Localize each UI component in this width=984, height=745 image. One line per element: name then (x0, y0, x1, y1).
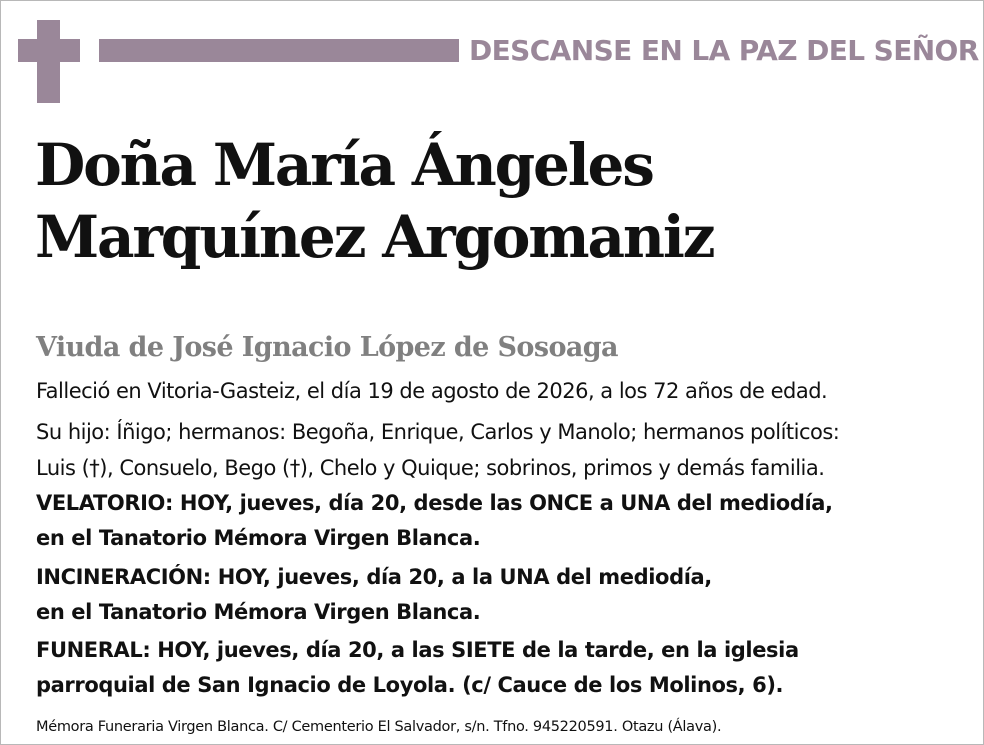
velatorio-line-2: en el Tanatorio Mémora Virgen Blanca. (36, 526, 481, 550)
funeral-line-2: parroquial de San Ignacio de Loyola. (c/ Cauce de los Molinos, 6). (36, 673, 784, 697)
deceased-name-line-1: Doña María Ángeles (35, 131, 653, 199)
cross-icon (18, 20, 80, 103)
deceased-name-line-2: Marquínez Argomaniz (35, 203, 714, 271)
funeral-home-footer: Mémora Funeraria Virgen Blanca. C/ Cementerio El Salvador, s/n. Tfno. 945220591. Otazu (Álava). (36, 719, 722, 735)
funeral-info (36, 633, 976, 703)
deceased-name (35, 129, 965, 273)
velatorio-line-1: VELATORIO: HOY, jueves, día 20, desde las ONCE a UNA del mediodía, (36, 491, 833, 515)
death-notice: Falleció en Vitoria-Gasteiz, el día 19 de agosto de 2026, a los 72 años de edad. (36, 379, 828, 403)
funeral-line-1: FUNERAL: HOY, jueves, día 20, a las SIETE de la tarde, en la iglesia (36, 638, 799, 662)
family-list-line-2: Luis (†), Consuelo, Bego (†), Chelo y Quique; sobrinos, primos y demás familia. (36, 456, 825, 480)
header-divider-bar (99, 39, 459, 62)
incineracion-info (36, 560, 976, 630)
incineracion-line-2: en el Tanatorio Mémora Virgen Blanca. (36, 600, 481, 624)
header-title: DESCANSE EN LA PAZ DEL SEÑOR (469, 34, 979, 67)
widow-of-line: Viuda de José Ignacio López de Sosoaga (36, 332, 618, 363)
family-list-line-1: Su hijo: Íñigo; hermanos: Begoña, Enrique, Carlos y Manolo; hermanos políticos: (36, 420, 840, 444)
velatorio-info (36, 486, 976, 556)
cross-horizontal-bar (18, 39, 80, 62)
family-list (36, 414, 976, 486)
incineracion-line-1: INCINERACIÓN: HOY, jueves, día 20, a la UNA del mediodía, (36, 565, 712, 589)
